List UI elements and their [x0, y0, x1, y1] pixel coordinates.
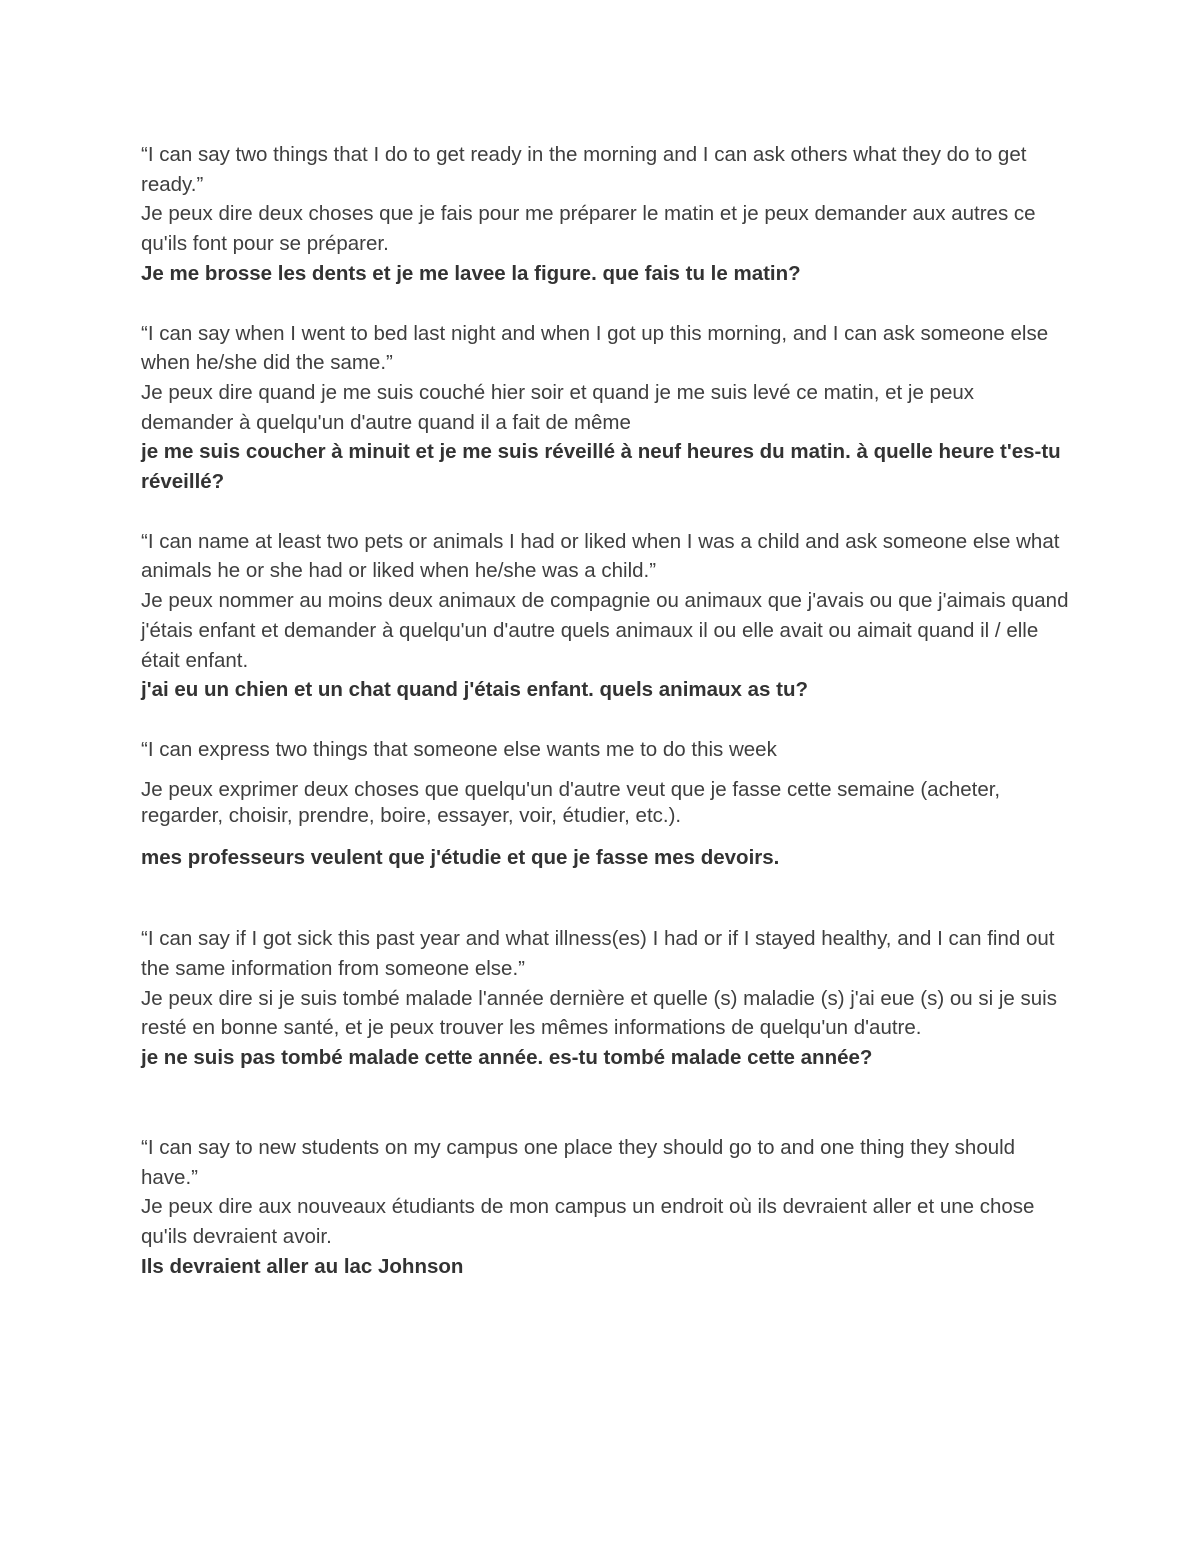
answer-text: mes professeurs veulent que j'étudie et que je fasse mes devoirs.	[141, 845, 780, 869]
french-statement: Je peux dire deux choses que je fais pour me préparer le matin et je peux demander aux autres ce qu'ils font pour se préparer.	[141, 202, 1042, 256]
section-campus	[141, 1133, 1071, 1282]
section-wants	[141, 735, 1071, 872]
french-statement: Je peux nommer au moins deux animaux de compagnie ou animaux que j'avais ou que j'aimais quand j'étais enfant et demander à quelqu'un d'autre quels animaux il ou elle avait ou aimait quand il / elle était enfant.	[141, 589, 1075, 672]
answer-text: Ils devraient aller au lac Johnson	[141, 1254, 464, 1278]
english-statement: “I can say when I went to bed last night and when I got up this morning, and I can ask someone else when he/she did the same.”	[141, 321, 1054, 375]
section-bedtime	[141, 319, 1071, 497]
answer-text: je me suis coucher à minuit et je me suis réveillé à neuf heures du matin. à quelle heure t'es-tu réveillé?	[141, 440, 1067, 494]
english-statement: “I can say if I got sick this past year and what illness(es) I had or if I stayed healthy, and I can find out the same information from someone else.”	[141, 927, 1061, 981]
answer-text: j'ai eu un chien et un chat quand j'étais enfant. quels animaux as tu?	[141, 678, 809, 702]
english-statement: “I can express two things that someone else wants me to do this week	[141, 737, 777, 761]
french-statement: Je peux dire aux nouveaux étudiants de mon campus un endroit où ils devraient aller et une chose qu'ils devraient avoir.	[141, 1195, 1041, 1248]
answer-text: je ne suis pas tombé malade cette année. es-tu tombé malade cette année?	[141, 1046, 873, 1070]
french-statement: Je peux dire quand je me suis couché hier soir et quand je me suis levé ce matin, et je peux demander à quelqu'un d'autre quand il a fait de même	[141, 380, 980, 434]
english-statement: “I can name at least two pets or animals I had or liked when I was a child and ask someone else what animals he or she had or liked when he/she was a child.”	[141, 529, 1066, 583]
document-body	[141, 140, 1075, 1281]
english-statement: “I can say two things that I do to get ready in the morning and I can ask others what they do to get ready.”	[141, 143, 1033, 196]
french-statement: Je peux exprimer deux choses que quelqu'un d'autre veut que je fasse cette semaine (acheter, regarder, choisir, prendre, boire, essayer, voir, étudier, etc.).	[141, 777, 1006, 827]
english-statement: “I can say to new students on my campus one place they should go to and one thing they should have.”	[141, 1135, 1021, 1189]
section-pets	[141, 527, 1075, 705]
section-illness	[141, 924, 1071, 1073]
french-statement: Je peux dire si je suis tombé malade l'année dernière et quelle (s) maladie (s) j'ai eue (s) ou si je suis resté en bonne santé, et je peux trouver les mêmes informations de quelqu'un d'autre.	[141, 986, 1063, 1040]
section-morning-routine	[141, 140, 1071, 289]
answer-text: Je me brosse les dents et je me lavee la figure. que fais tu le matin?	[141, 261, 801, 285]
